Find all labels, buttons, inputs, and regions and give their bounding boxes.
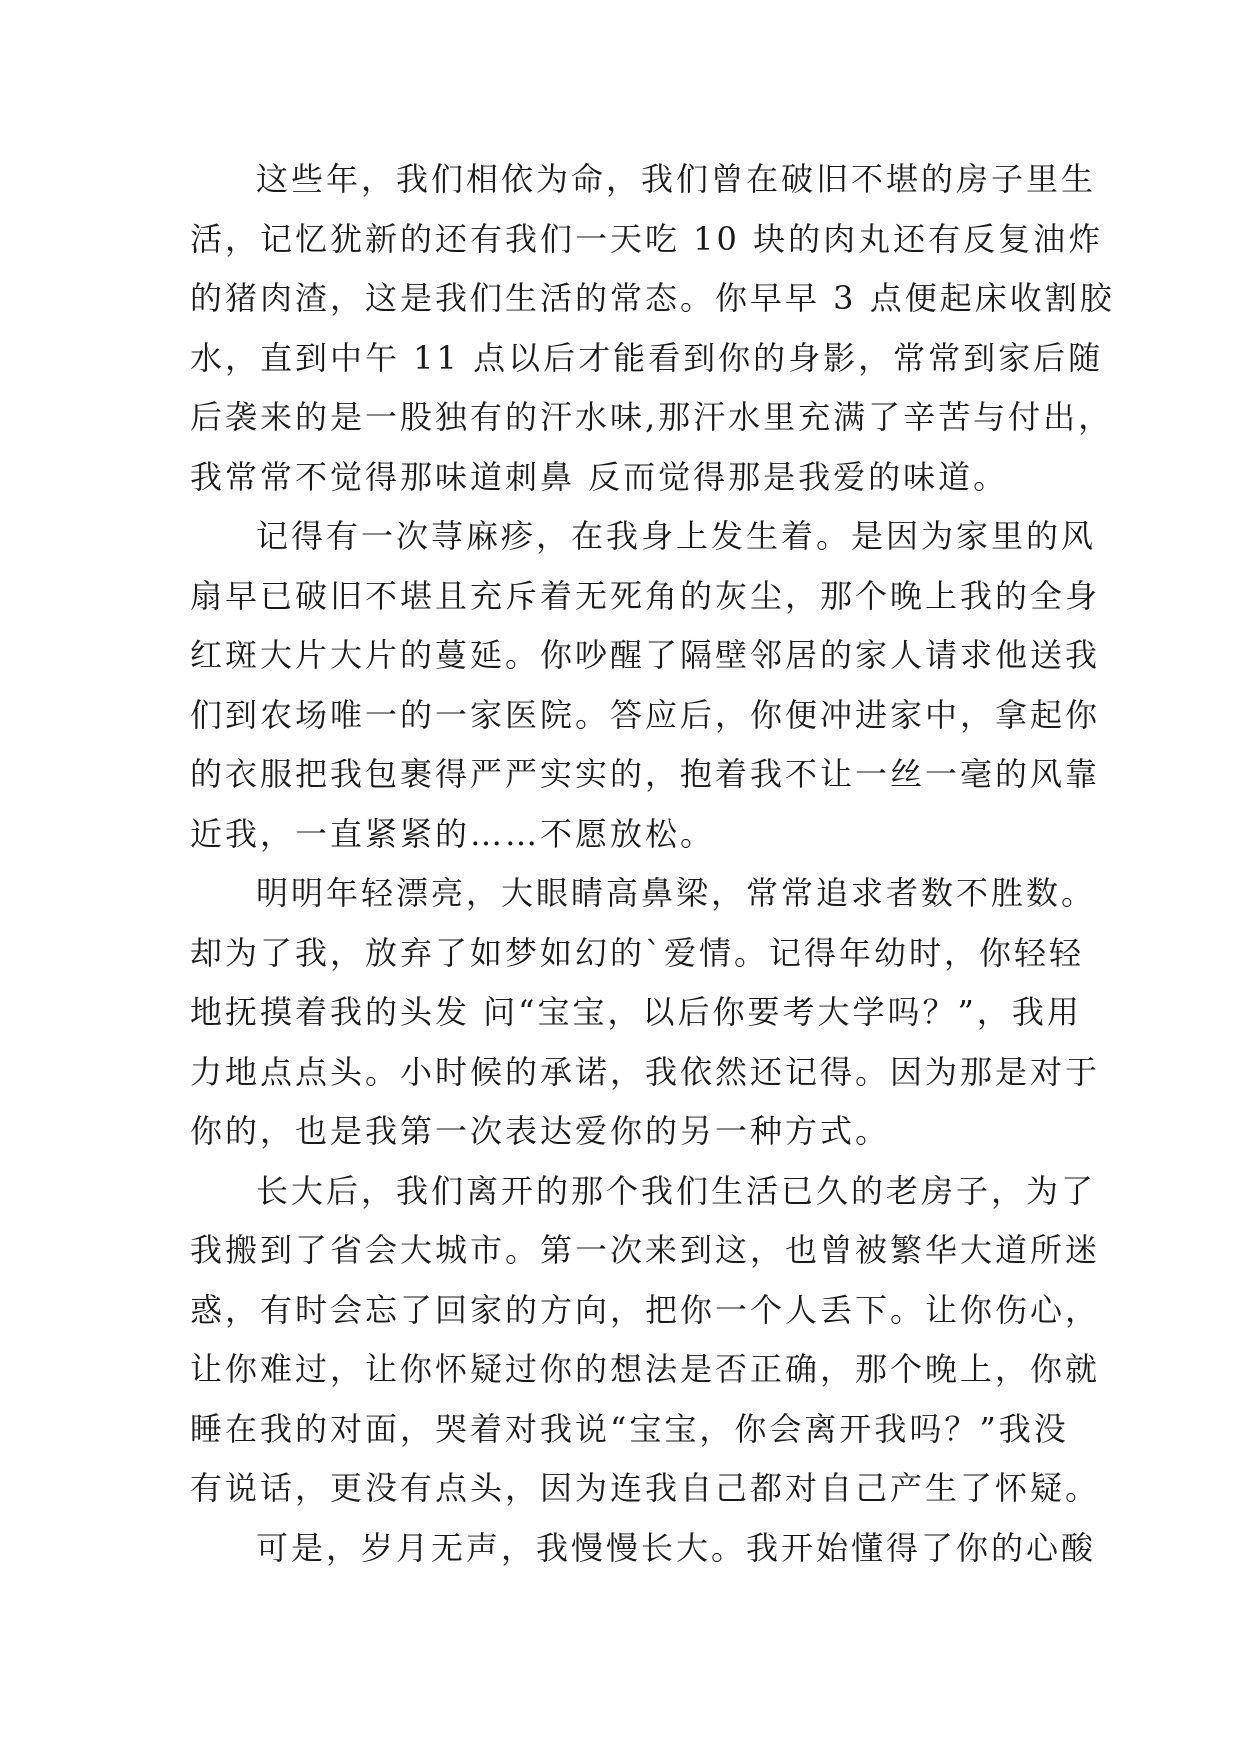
text-line: 们到农场唯一的一家医院。答应后，你便冲进家中，拿起你 [190,695,1101,734]
text-line: 的猪肉渣，这是我们生活的常态。你早早 3 点便起床收割胶 [190,279,1115,317]
text-line: 惑，有时会忘了回家的方向，把你一个人丢下。让你伤心， [190,1290,1101,1329]
paragraph [190,507,1101,864]
text-line: 我常常不觉得那味道刺鼻 反而觉得那是我爱的味道。 [190,457,1009,496]
text-line: 睡在我的对面，哭着对我说“宝宝，你会离开我吗？”我没 [190,1409,1069,1448]
text-line: 扇早已破旧不堪且充斥着无死角的灰尘，那个晚上我的全身 [190,576,1101,615]
text-line: 红斑大片大片的蔓延。你吵醒了隔壁邻居的家人请求他送我 [190,636,1101,674]
text-line: 的衣服把我包裹得严严实实的，抱着我不让一丝一毫的风靠 [190,755,1101,793]
text-line: 我搬到了省会大城市。第一次来到这，也曾被繁华大道所迷 [190,1231,1101,1269]
text-line: 却为了我，放弃了如梦如幻的`爱情。记得年幼时，你轻轻 [190,933,1085,972]
text-line: 明明年轻漂亮，大眼睛高鼻梁，常常追求者数不胜数。 [256,874,1097,912]
paragraph [190,1519,1097,1579]
text-line: 长大后，我们离开的那个我们生活已久的老房子，为了 [256,1171,1097,1210]
text-line: 让你难过，让你怀疑过你的想法是否正确，那个晚上，你就 [190,1350,1101,1388]
body-text [190,150,1115,1578]
paragraph [190,150,1115,507]
text-line: 有说话，更没有点头，因为连我自己都对自己产生了怀疑。 [190,1469,1101,1507]
paragraph [190,1162,1101,1519]
text-line: 可是，岁月无声，我慢慢长大。我开始懂得了你的心酸 [256,1528,1097,1567]
text-line: 力地点点头。小时候的承诺，我依然还记得。因为那是对于 [190,1052,1101,1091]
text-line: 近我，一直紧紧的……不愿放松。 [190,814,716,853]
text-line: 活，记忆犹新的还有我们一天吃 10 块的肉丸还有反复油炸 [190,219,1104,258]
text-line: 这些年，我们相依为命，我们曾在破旧不堪的房子里生 [256,160,1097,198]
text-line: 水，直到中午 11 点以后才能看到你的身影，常常到家后随 [190,338,1104,377]
paragraph [190,864,1101,1162]
text-line: 你的，也是我第一次表达爱你的另一种方式。 [190,1112,891,1150]
text-line: 地抚摸着我的头发 问“宝宝，以后你要考大学吗？”，我用 [190,993,1082,1031]
text-line: 记得有一次荨麻疹，在我身上发生着。是因为家里的风 [256,517,1097,555]
text-line: 后袭来的是一股独有的汗水味,那汗水里充满了辛苦与付出， [190,398,1114,436]
